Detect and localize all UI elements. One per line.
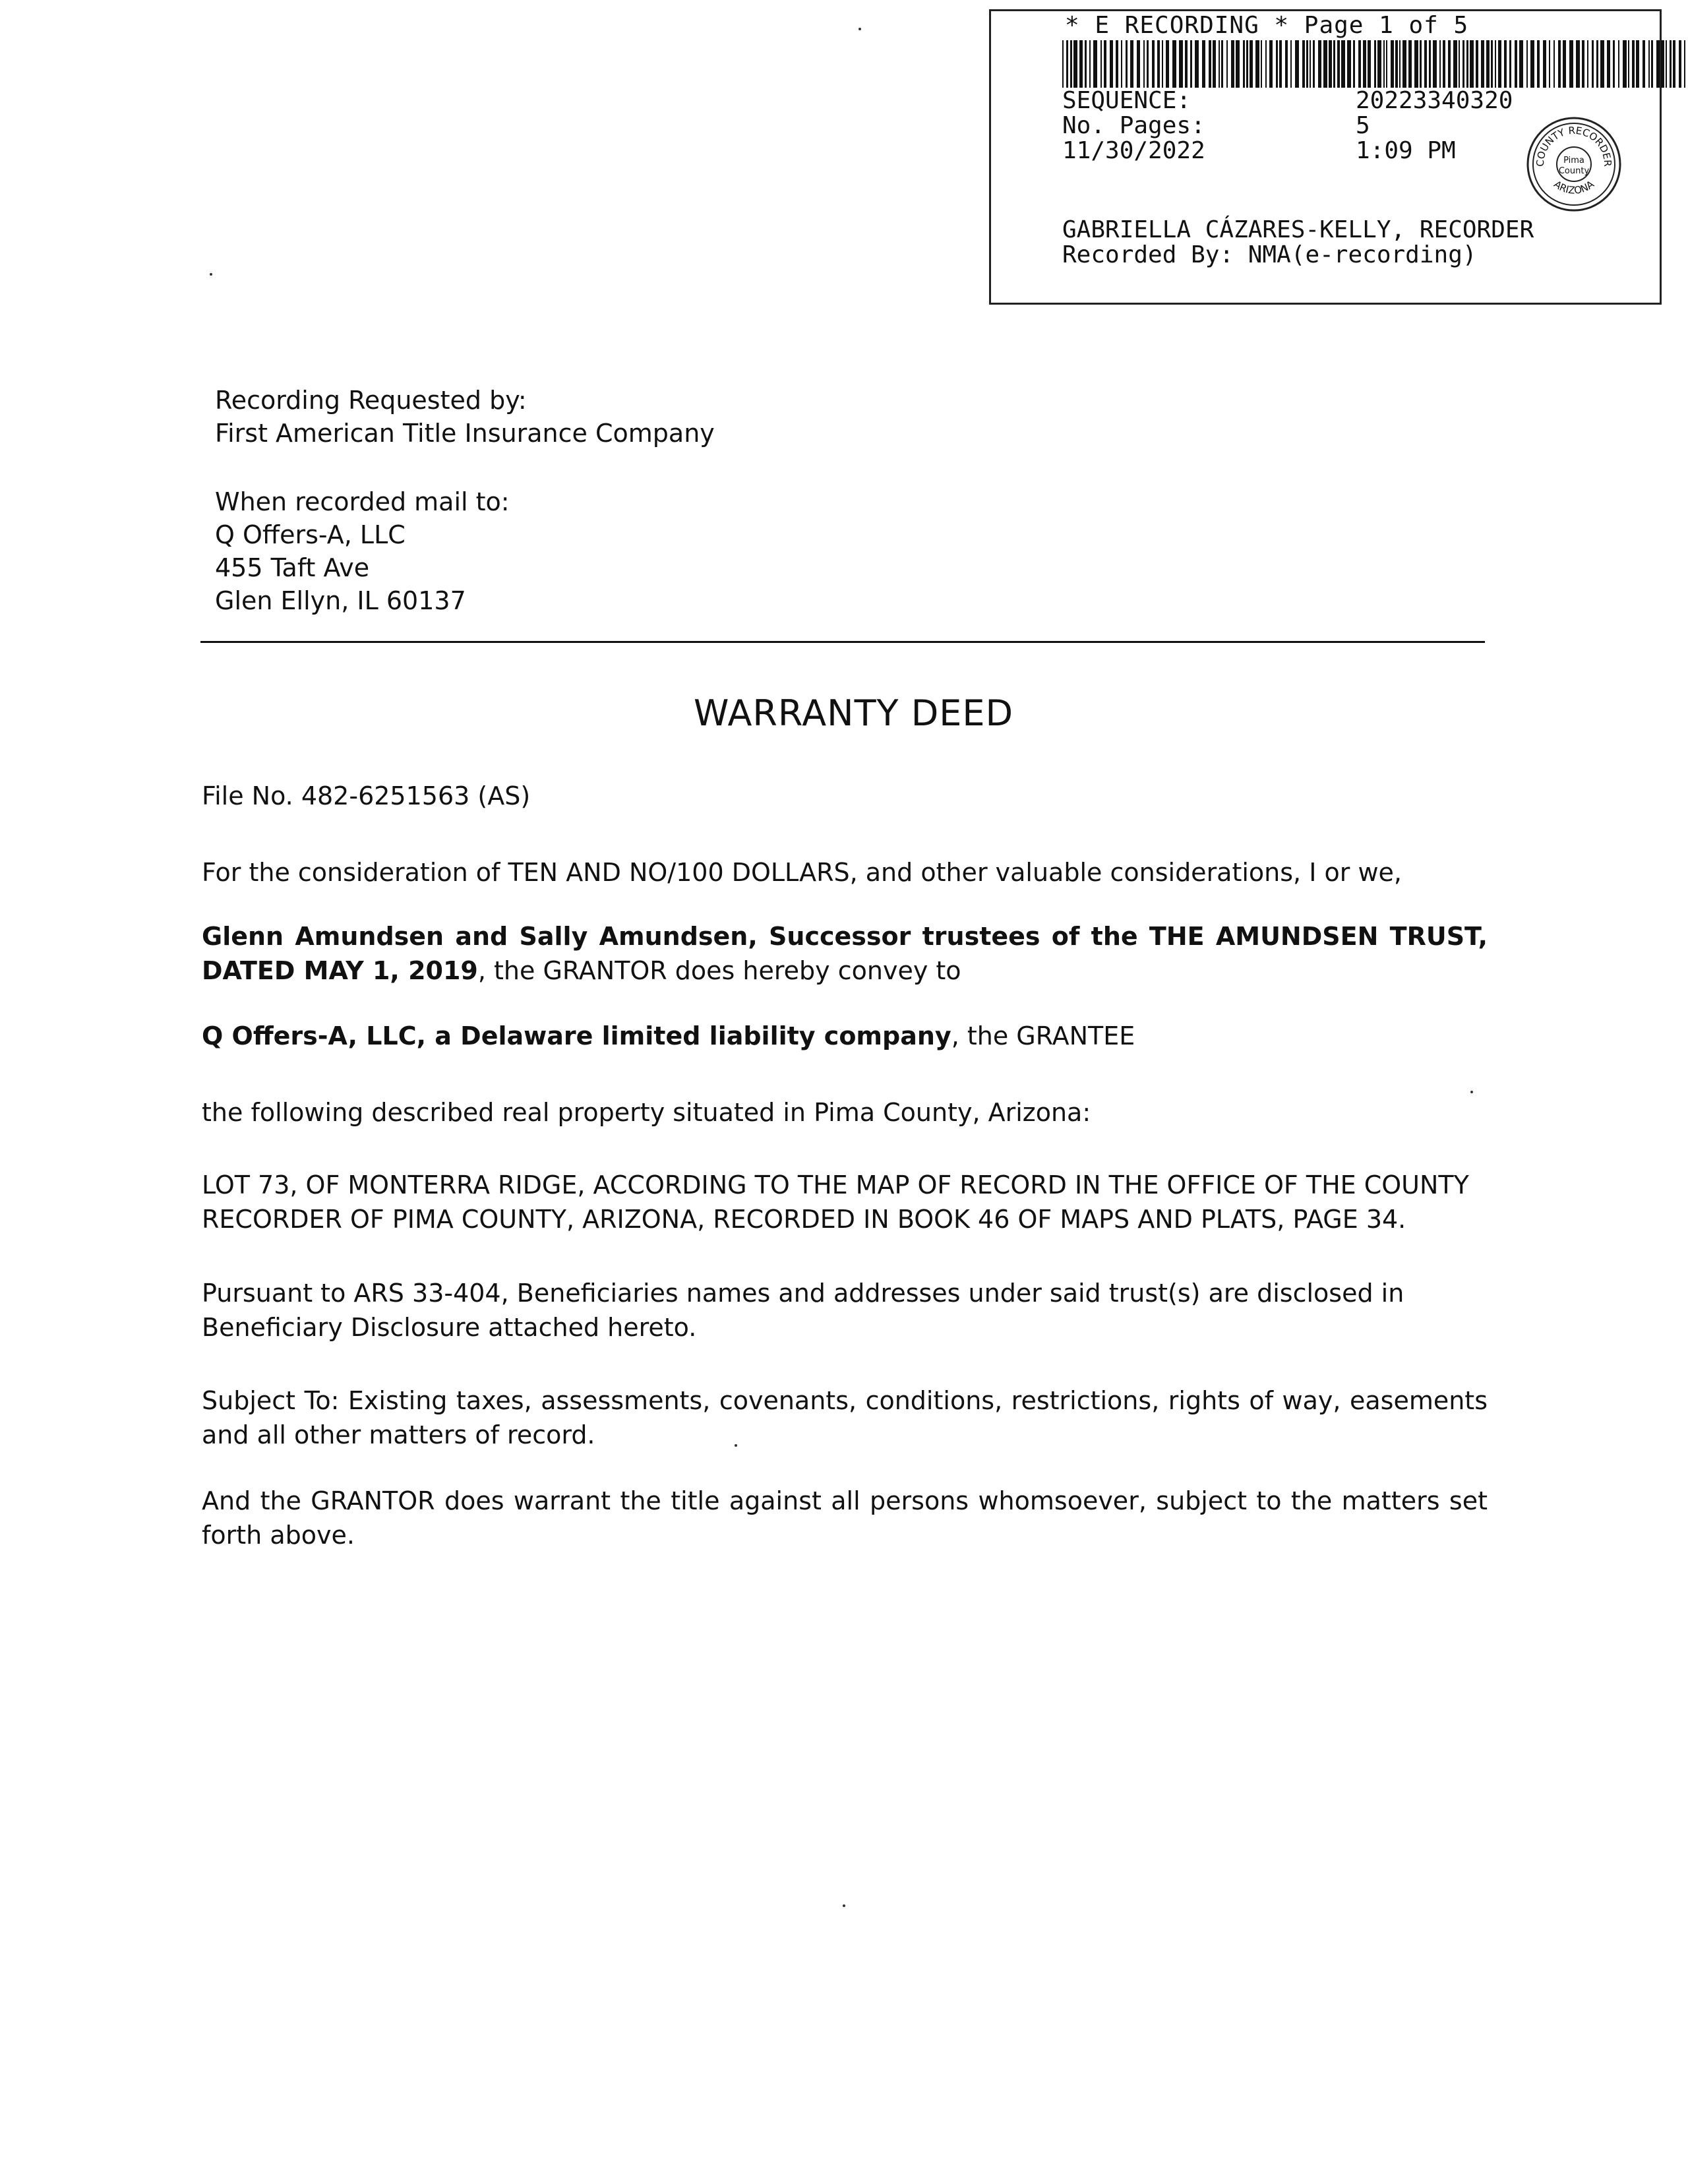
- barcode-bar: [1070, 40, 1072, 88]
- barcode-bar: [1670, 40, 1672, 88]
- barcode-bar: [1613, 40, 1615, 88]
- barcode-bar: [1530, 40, 1534, 88]
- scan-speck: [843, 1904, 845, 1907]
- recorded-by: Recorded By: NMA(e-recording): [1062, 241, 1477, 268]
- barcode-bar: [1265, 40, 1267, 88]
- barcode-bar: [1491, 40, 1493, 88]
- recording-time: 1:09 PM: [1356, 137, 1456, 164]
- recording-date: 11/30/2022: [1062, 137, 1205, 164]
- scan-speck: [735, 1444, 737, 1447]
- barcode-bar: [1079, 40, 1083, 88]
- barcode-bar: [1569, 40, 1573, 88]
- pages-label: No. Pages:: [1062, 112, 1205, 139]
- barcode-bar: [1607, 40, 1610, 88]
- grantor-paragraph: [202, 919, 1488, 988]
- barcode-bar: [1377, 40, 1381, 88]
- scan-speck: [1470, 1091, 1473, 1093]
- barcode-bar: [1519, 40, 1523, 88]
- barcode-bar: [1185, 40, 1188, 88]
- barcode-bar: [1066, 40, 1068, 88]
- barcode-bar: [1549, 40, 1550, 88]
- barcode-bar: [1448, 40, 1451, 88]
- scan-speck: [859, 28, 861, 30]
- seal-bottom-text: ARIZONA: [1552, 178, 1596, 197]
- sequence-value: 20223340320: [1356, 87, 1513, 114]
- sequence-label: SEQUENCE:: [1062, 87, 1191, 114]
- pages-value: 5: [1356, 112, 1370, 139]
- grantee-name: Q Offers-A, LLC, a Delaware limited liability company: [202, 1021, 951, 1050]
- barcode-bar: [1648, 40, 1650, 88]
- consideration-paragraph: For the consideration of TEN AND NO/100 DOLLARS, and other valuable considerations, I or we,: [202, 858, 1402, 887]
- barcode-bar: [1093, 40, 1097, 88]
- barcode-bar: [1386, 40, 1387, 88]
- seal-center-text-2: County: [1558, 166, 1590, 176]
- divider: [200, 641, 1485, 643]
- legal-description-line-2: RECORDER OF PIMA COUNTY, ARIZONA, RECORDED IN BOOK 46 OF MAPS AND PLATS, PAGE 34.: [202, 1205, 1406, 1234]
- barcode-bar: [1470, 40, 1474, 88]
- barcode-bar: [1337, 40, 1340, 88]
- barcode-bar: [1618, 40, 1619, 88]
- barcode-bar: [1202, 40, 1205, 88]
- barcode-bar: [1290, 40, 1292, 88]
- barcode-bar: [1402, 40, 1406, 88]
- seal-top-text: COUNTY RECORDER: [1534, 124, 1614, 167]
- barcode-bar: [1553, 40, 1555, 88]
- barcode-bar: [1391, 40, 1394, 88]
- grantor-conveys: , the GRANTOR does hereby convey to: [477, 956, 961, 985]
- barcode-bar: [1481, 40, 1484, 88]
- barcode-bar: [1374, 40, 1376, 88]
- barcode-bar: [1439, 40, 1441, 88]
- barcode-bar: [1250, 40, 1253, 88]
- barcode-bar: [1329, 40, 1332, 88]
- recording-requested-label: Recording Requested by:: [215, 386, 527, 415]
- barcode-bar: [1679, 40, 1681, 88]
- barcode-bar: [1443, 40, 1445, 88]
- barcode-bar: [1383, 40, 1385, 88]
- legal-description-line-1: LOT 73, OF MONTERRA RIDGE, ACCORDING TO THE MAP OF RECORD IN THE OFFICE OF THE COUNTY: [202, 1170, 1469, 1199]
- subject-to-paragraph: Subject To: Existing taxes, assessments, covenants, conditions, restrictions, rights of way, easements and all other matters of record.: [202, 1386, 1488, 1449]
- barcode-bar: [1318, 40, 1321, 88]
- barcode-bar: [1073, 40, 1077, 88]
- barcode-bar: [1661, 40, 1664, 88]
- barcode-bar: [1495, 40, 1496, 88]
- barcode-bar: [1368, 40, 1371, 88]
- barcode-bar: [1085, 40, 1087, 88]
- barcode-bar: [1236, 40, 1240, 88]
- barcode-bar: [1195, 40, 1199, 88]
- barcode-bar: [1504, 40, 1507, 88]
- barcode-bar: [1285, 40, 1288, 88]
- barcode-bar: [1563, 40, 1566, 88]
- barcode-bar: [1433, 40, 1437, 88]
- mail-to-line-3: Glen Ellyn, IL 60137: [215, 586, 466, 615]
- recording-requested-name: First American Title Insurance Company: [215, 419, 715, 448]
- county-recorder-seal-icon: [1525, 115, 1623, 213]
- barcode-bar: [1137, 40, 1140, 88]
- barcode-bar: [1089, 40, 1091, 88]
- barcode-bar: [1246, 40, 1248, 88]
- barcode-bar: [1526, 40, 1528, 88]
- barcode-bar: [1353, 40, 1355, 88]
- barcode-bar: [1424, 40, 1427, 88]
- barcode-bar: [1515, 40, 1517, 88]
- barcode-bar: [1651, 40, 1653, 88]
- barcode-bar: [1466, 40, 1468, 88]
- barcode-bar: [1062, 40, 1064, 88]
- barcode-bar: [1313, 40, 1315, 88]
- barcode-bar: [1543, 40, 1546, 88]
- barcode-bar: [1166, 40, 1169, 88]
- barcode-bar: [1395, 40, 1398, 88]
- barcode-bar: [1190, 40, 1192, 88]
- barcode-bar: [1323, 40, 1327, 88]
- barcode-bar: [1666, 40, 1667, 88]
- barcode-bar: [1116, 40, 1118, 88]
- barcode-bar: [1363, 40, 1366, 88]
- barcode-bar: [1600, 40, 1604, 88]
- stamp-header: * E RECORDING * Page 1 of 5: [1065, 12, 1469, 39]
- barcode-bar: [1295, 40, 1299, 88]
- barcode-bar: [1592, 40, 1594, 88]
- barcode-bar: [1104, 40, 1106, 88]
- barcode-bar: [1226, 40, 1228, 88]
- recorder-name: GABRIELLA CÁZARES-KELLY, RECORDER: [1062, 216, 1534, 243]
- barcode: [1062, 40, 1688, 88]
- barcode-bar: [1576, 40, 1580, 88]
- barcode-bar: [1429, 40, 1431, 88]
- barcode-bar: [1172, 40, 1176, 88]
- barcode-bar: [1347, 40, 1351, 88]
- barcode-bar: [1310, 40, 1311, 88]
- beneficiary-line-2: Beneficiary Disclosure attached hereto.: [202, 1313, 697, 1342]
- barcode-bar: [1587, 40, 1588, 88]
- barcode-bar: [1498, 40, 1501, 88]
- barcode-bar: [1213, 40, 1216, 88]
- barcode-bar: [1130, 40, 1133, 88]
- beneficiary-line-1: Pursuant to ARS 33-404, Beneficiaries names and addresses under said trust(s) are disclosed in: [202, 1279, 1404, 1308]
- recording-stamp: [989, 9, 1662, 305]
- barcode-bar: [1643, 40, 1645, 88]
- barcode-bar: [1582, 40, 1584, 88]
- scan-speck: [210, 273, 212, 276]
- barcode-bar: [1462, 40, 1464, 88]
- barcode-bar: [1157, 40, 1160, 88]
- barcode-bar: [1636, 40, 1639, 88]
- barcode-bar: [1255, 40, 1259, 88]
- mail-to-line-2: 455 Taft Ave: [215, 553, 370, 582]
- barcode-bar: [1399, 40, 1401, 88]
- barcode-bar: [1420, 40, 1422, 88]
- barcode-bar: [1162, 40, 1163, 88]
- barcode-bar: [1408, 40, 1412, 88]
- barcode-bar: [1656, 40, 1660, 88]
- barcode-bar: [1673, 40, 1675, 88]
- barcode-bar: [1243, 40, 1245, 88]
- grantee-role: , the GRANTEE: [951, 1021, 1135, 1050]
- barcode-bar: [1279, 40, 1282, 88]
- barcode-bar: [1341, 40, 1345, 88]
- barcode-bar: [1632, 40, 1635, 88]
- barcode-bar: [1231, 40, 1234, 88]
- barcode-bar: [1147, 40, 1149, 88]
- barcode-bar: [1558, 40, 1561, 88]
- seal-center-text-1: Pima: [1563, 156, 1584, 166]
- barcode-bar: [1459, 40, 1460, 88]
- barcode-bar: [1261, 40, 1262, 88]
- barcode-bar: [1306, 40, 1308, 88]
- sequence-row: [1062, 88, 1513, 114]
- barcode-bar: [1100, 40, 1102, 88]
- property-intro: the following described real property situated in Pima County, Arizona:: [202, 1098, 1091, 1127]
- barcode-bar: [1110, 40, 1113, 88]
- barcode-bar: [1276, 40, 1278, 88]
- barcode-bar: [1302, 40, 1305, 88]
- barcode-bar: [1453, 40, 1457, 88]
- barcode-bar: [1476, 40, 1478, 88]
- mail-to-line-1: Q Offers-A, LLC: [215, 520, 406, 549]
- barcode-bar: [1269, 40, 1273, 88]
- document-title: WARRANTY DEED: [694, 692, 1014, 734]
- grantor-names: Glenn Amundsen and Sally Amundsen, Successor trustees of the THE AMUNDSEN TRUST, DATED MAY 1, 2019: [202, 922, 1488, 985]
- barcode-bar: [1219, 40, 1220, 88]
- barcode-bar: [1358, 40, 1361, 88]
- barcode-bar: [1209, 40, 1211, 88]
- mail-to-label: When recorded mail to:: [215, 487, 510, 516]
- barcode-bar: [1333, 40, 1335, 88]
- barcode-bar: [1414, 40, 1418, 88]
- barcode-bar: [1628, 40, 1629, 88]
- barcode-bar: [1509, 40, 1511, 88]
- barcode-bar: [1486, 40, 1490, 88]
- warranty-paragraph: And the GRANTOR does warrant the title against all persons whomsoever, subject to the matters set forth above.: [202, 1486, 1488, 1550]
- barcode-bar: [1623, 40, 1627, 88]
- grantee-paragraph: [202, 1019, 1135, 1052]
- barcode-bar: [1152, 40, 1155, 88]
- barcode-bar: [1179, 40, 1183, 88]
- barcode-bar: [1121, 40, 1122, 88]
- barcode-bar: [1143, 40, 1145, 88]
- barcode-bar: [1537, 40, 1540, 88]
- barcode-bar: [1596, 40, 1598, 88]
- barcode-bar: [1126, 40, 1128, 88]
- barcode-bar: [1684, 40, 1685, 88]
- date-time-row: [1062, 138, 1456, 164]
- barcode-bar: [1221, 40, 1223, 88]
- pages-row: [1062, 113, 1370, 139]
- file-number: File No. 482-6251563 (AS): [202, 781, 531, 810]
